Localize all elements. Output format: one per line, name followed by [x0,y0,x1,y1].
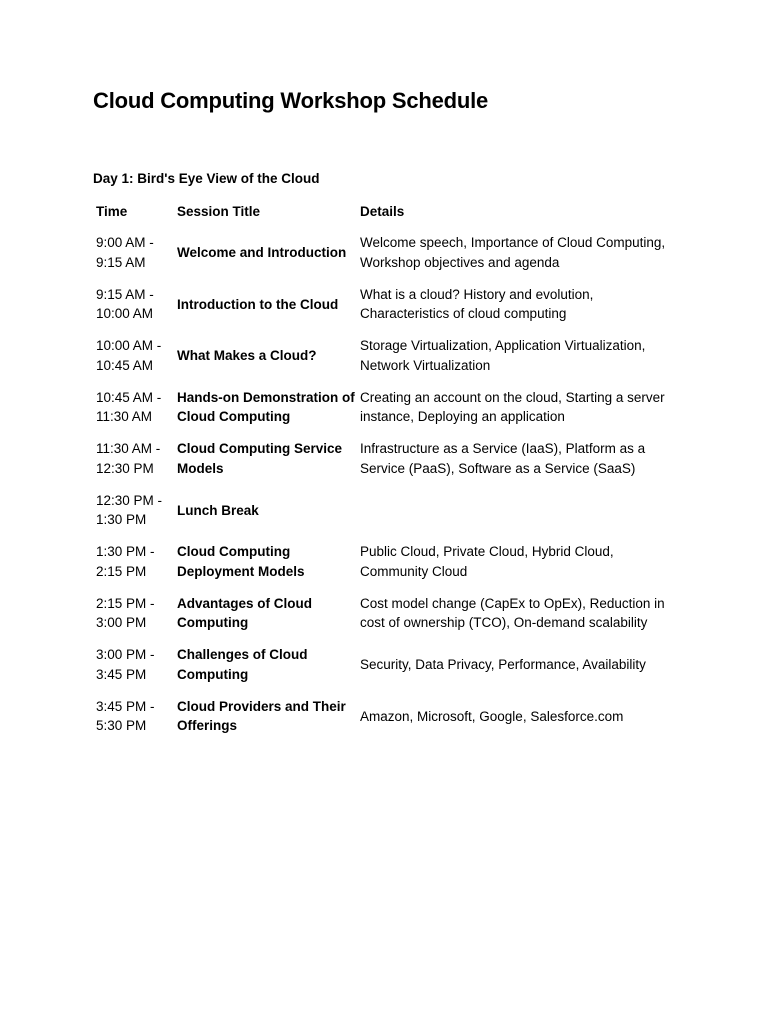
table-header-row [90,196,680,227]
time-end: 3:45 PM [96,666,147,682]
table-row [90,588,680,640]
time-cell [90,485,177,537]
time-start: 9:15 AM - [96,286,154,302]
details-cell: Welcome speech, Importance of Cloud Computing, Workshop objectives and agenda [360,235,666,270]
session-title-cell: Lunch Break [177,502,259,518]
time-end: 2:15 PM [96,563,147,579]
time-cell [90,536,177,588]
session-title-cell: What Makes a Cloud? [177,348,317,363]
time-cell [90,227,177,279]
time-end: 12:30 PM [96,460,154,476]
time-cell [90,433,177,485]
details-cell: Security, Data Privacy, Performance, Availability [360,657,646,672]
time-start: 3:00 PM - [96,647,155,663]
time-cell [90,588,177,640]
details-cell: Creating an account on the cloud, Starting a server instance, Deploying an application [360,389,665,425]
details-cell: Amazon, Microsoft, Google, Salesforce.com [360,708,624,724]
time-cell [90,279,177,331]
time-start: 10:45 AM - [96,389,162,405]
time-start: 11:30 AM - [96,441,161,457]
session-title-cell: Challenges of Cloud Computing [177,647,308,682]
details-cell: Storage Virtualization, Application Virtualization, Network Virtualization [360,338,646,373]
table-row [90,485,680,537]
table-row [90,691,680,743]
time-start: 9:00 AM - [96,235,154,251]
time-start: 1:30 PM - [96,544,155,560]
header-session-title: Session Title [177,203,261,219]
time-cell [90,382,177,434]
session-title-cell: Cloud Computing Deployment Models [177,544,305,579]
session-title-cell: Hands-on Demonstration of Cloud Computing [177,389,355,425]
schedule-table [90,196,680,742]
time-end: 5:30 PM [96,718,147,734]
header-time: Time [96,203,128,219]
time-end: 10:00 AM [96,306,154,322]
table-row [90,279,680,331]
time-start: 2:15 PM - [96,595,155,611]
table-row [90,330,680,382]
session-title-cell: Introduction to the Cloud [177,296,339,312]
time-cell [90,639,177,691]
details-cell [360,485,680,537]
time-end: 9:15 AM [96,254,146,270]
details-cell: Infrastructure as a Service (IaaS), Platform as a Service (PaaS), Software as a Service (SaaS) [360,441,646,476]
details-cell: Cost model change (CapEx to OpEx), Reduction in cost of ownership (TCO), On-demand scalability [360,595,665,631]
session-title-cell: Cloud Computing Service Models [177,441,343,476]
time-end: 10:45 AM [96,357,154,373]
header-details: Details [360,203,405,219]
page-title: Cloud Computing Workshop Schedule [93,88,489,113]
day-heading: Day 1: Bird's Eye View of the Cloud [93,171,320,186]
session-title-cell: Welcome and Introduction [177,245,347,260]
time-cell [90,330,177,382]
table-row [90,382,680,434]
session-title-cell: Advantages of Cloud Computing [177,595,313,631]
details-cell: What is a cloud? History and evolution, Characteristics of cloud computing [360,286,594,322]
time-end: 11:30 AM [96,409,153,425]
table-row [90,433,680,485]
time-cell [90,691,177,743]
details-cell: Public Cloud, Private Cloud, Hybrid Cloud, Community Cloud [360,544,614,579]
time-start: 3:45 PM - [96,698,155,714]
table-row [90,536,680,588]
table-row [90,227,680,279]
time-start: 12:30 PM - [96,492,163,508]
time-end: 3:00 PM [96,615,147,631]
time-start: 10:00 AM - [96,338,162,354]
time-end: 1:30 PM [96,512,147,528]
session-title-cell: Cloud Providers and Their Offerings [177,698,346,734]
table-row [90,639,680,691]
